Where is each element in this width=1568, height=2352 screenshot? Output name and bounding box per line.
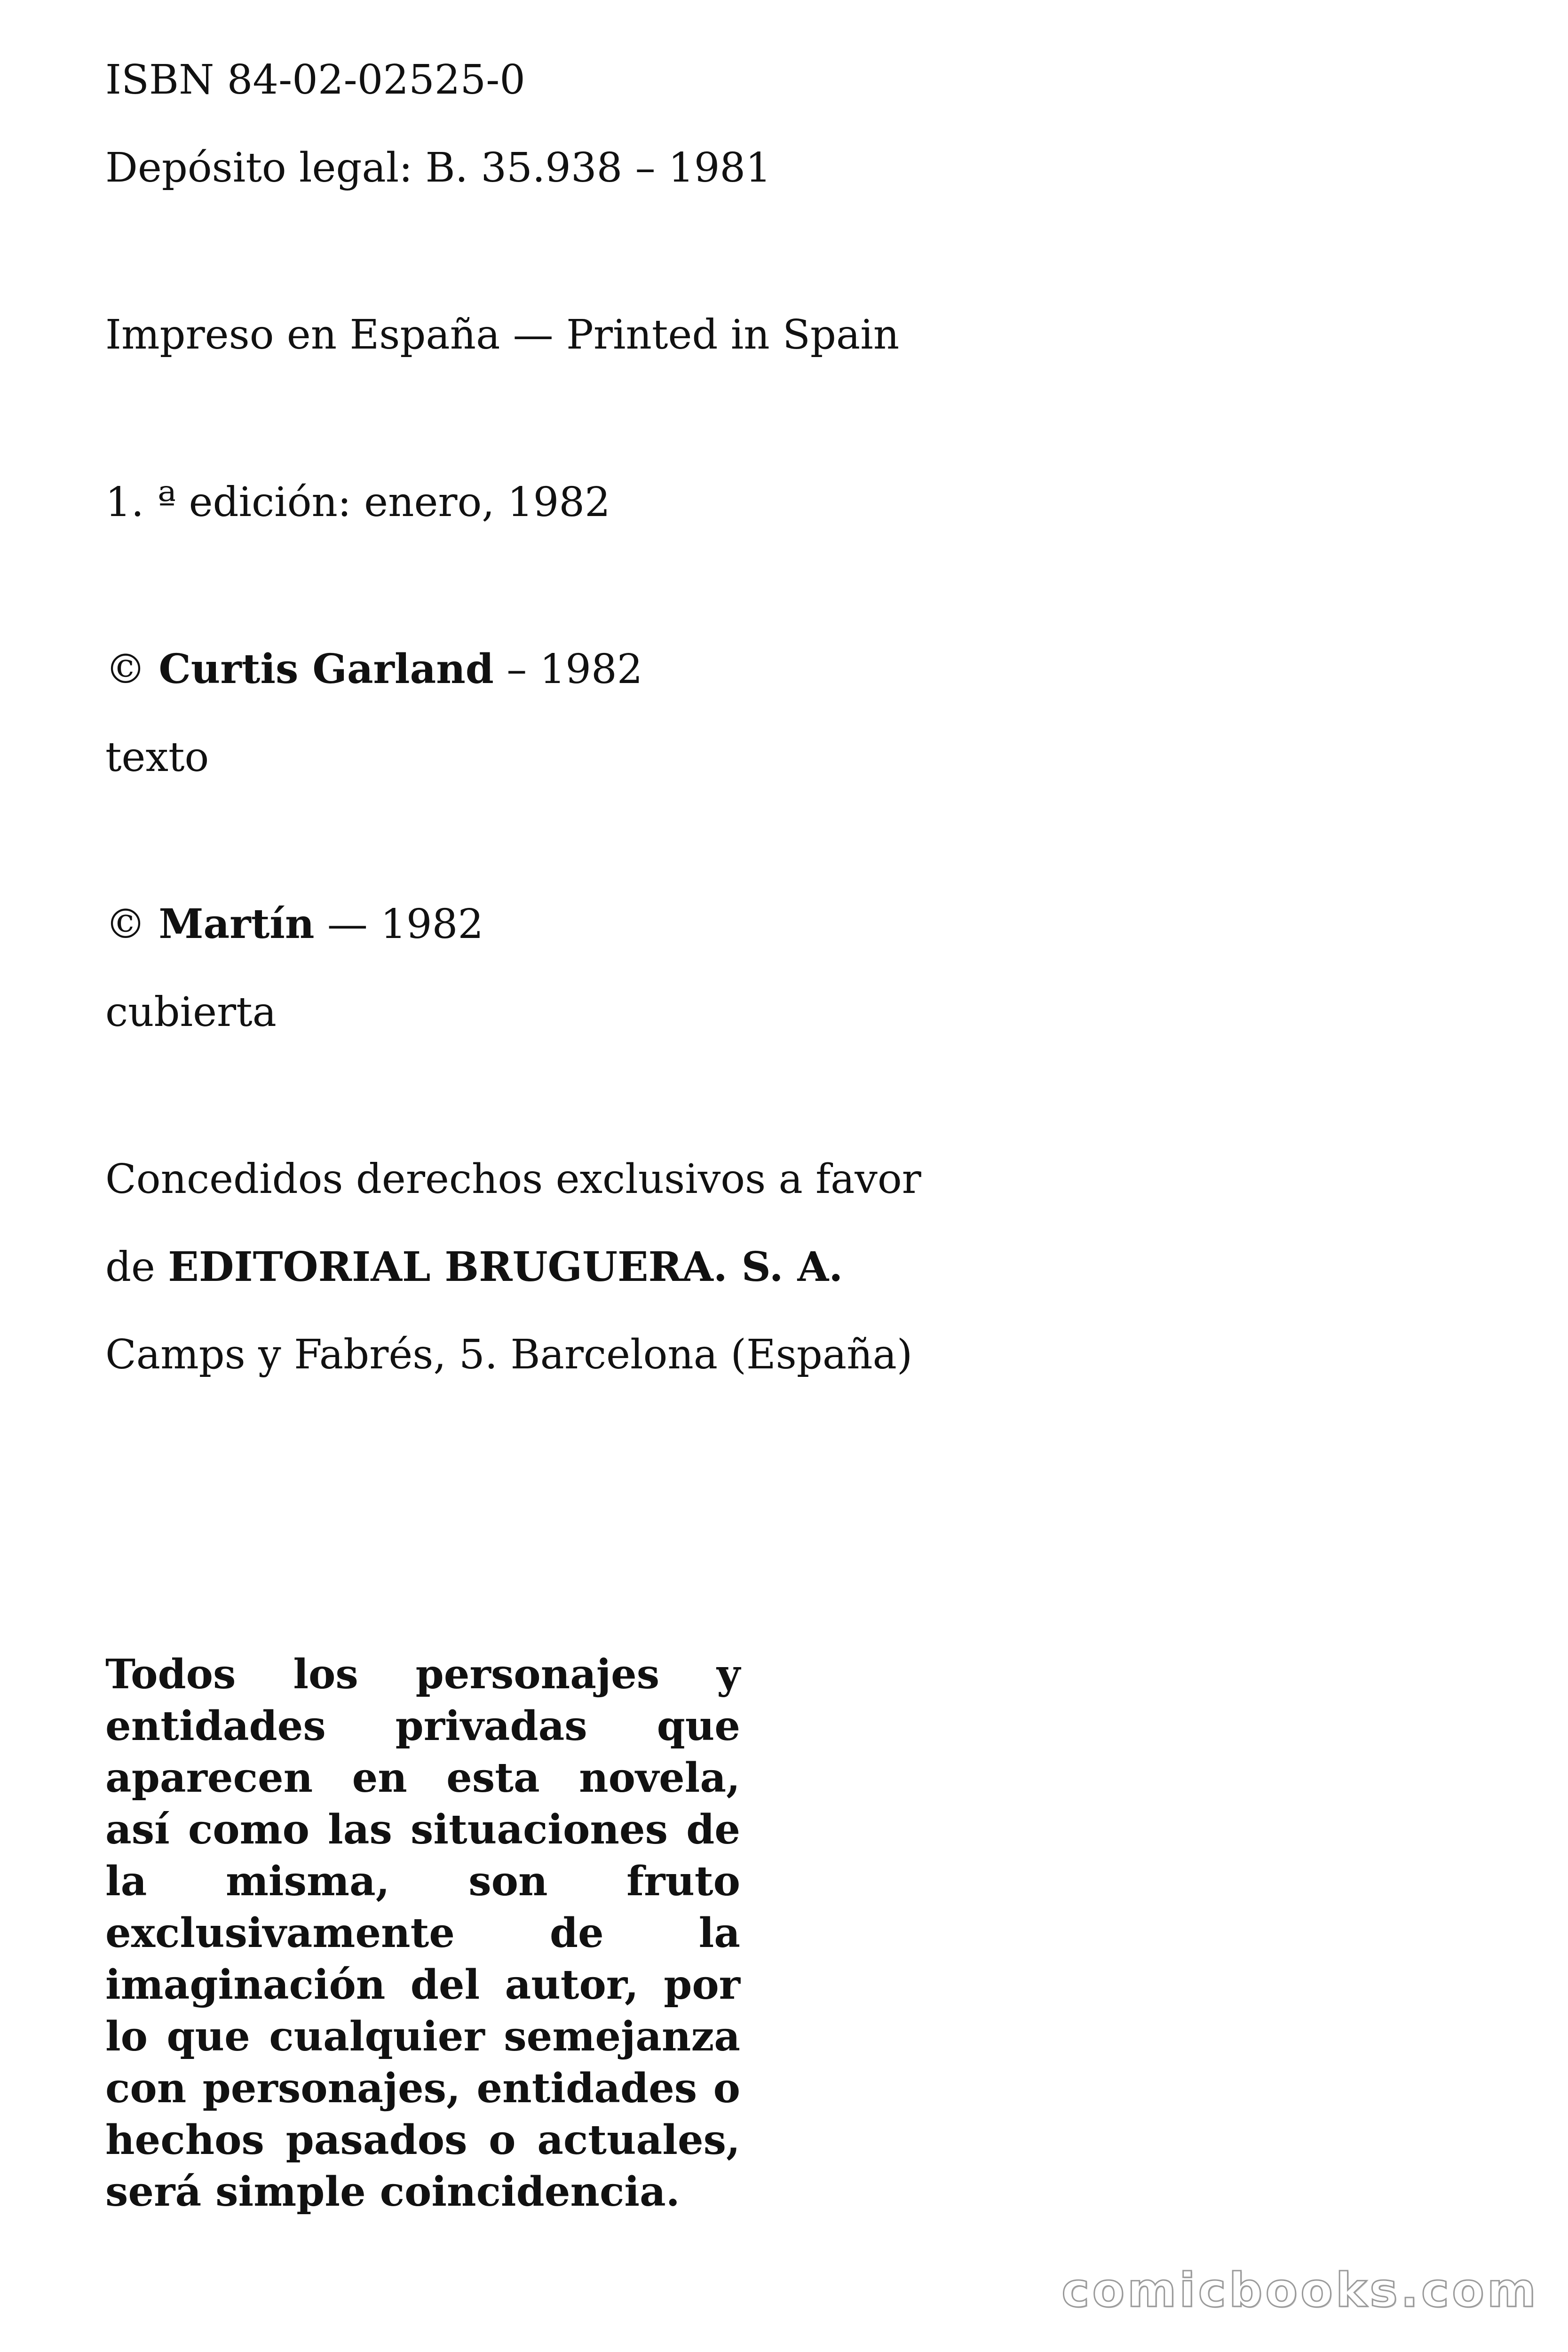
isbn-line: ISBN 84-02-02525-0 (105, 56, 526, 103)
deposito-legal-line: Depósito legal: B. 35.938 – 1981 (105, 144, 771, 191)
rights-line-1: Concedidos derechos exclusivos a favor (105, 1156, 921, 1203)
rights-line-2 (105, 1244, 843, 1291)
copyright-cover-role: cubierta (105, 989, 277, 1036)
cover-artist: Martín (158, 900, 315, 948)
cover-year: — 1982 (314, 901, 484, 948)
publisher-name: EDITORIAL BRUGUERA. S. A. (168, 1243, 843, 1291)
printed-in-line: Impreso en España — Printed in Spain (105, 311, 900, 358)
copyright-text-role: texto (105, 734, 209, 781)
copyright-author: Curtis Garland (158, 645, 494, 693)
fiction-disclaimer: Todos los personajes y entidades privadas que aparecen en esta novela, así como las situaciones de la misma, son fruto exclusivamente de la imaginación del autor, por lo que cualquier semejanza con personajes, entidades o hechos pasados o actuales, será simple coincidencia. (105, 1651, 740, 2216)
publisher-address: Camps y Fabrés, 5. Barcelona (España) (105, 1331, 913, 1378)
cover-copyright-symbol: © (105, 901, 159, 948)
copyright-text-line (105, 646, 642, 693)
rights-prefix: de (105, 1244, 168, 1291)
edition-line: 1. ª edición: enero, 1982 (105, 479, 610, 526)
copyright-symbol: © (105, 646, 159, 693)
copyright-cover-line (105, 901, 483, 948)
watermark-logo: comicbooks.com (1061, 2263, 1539, 2318)
copyright-year: – 1982 (493, 646, 643, 693)
